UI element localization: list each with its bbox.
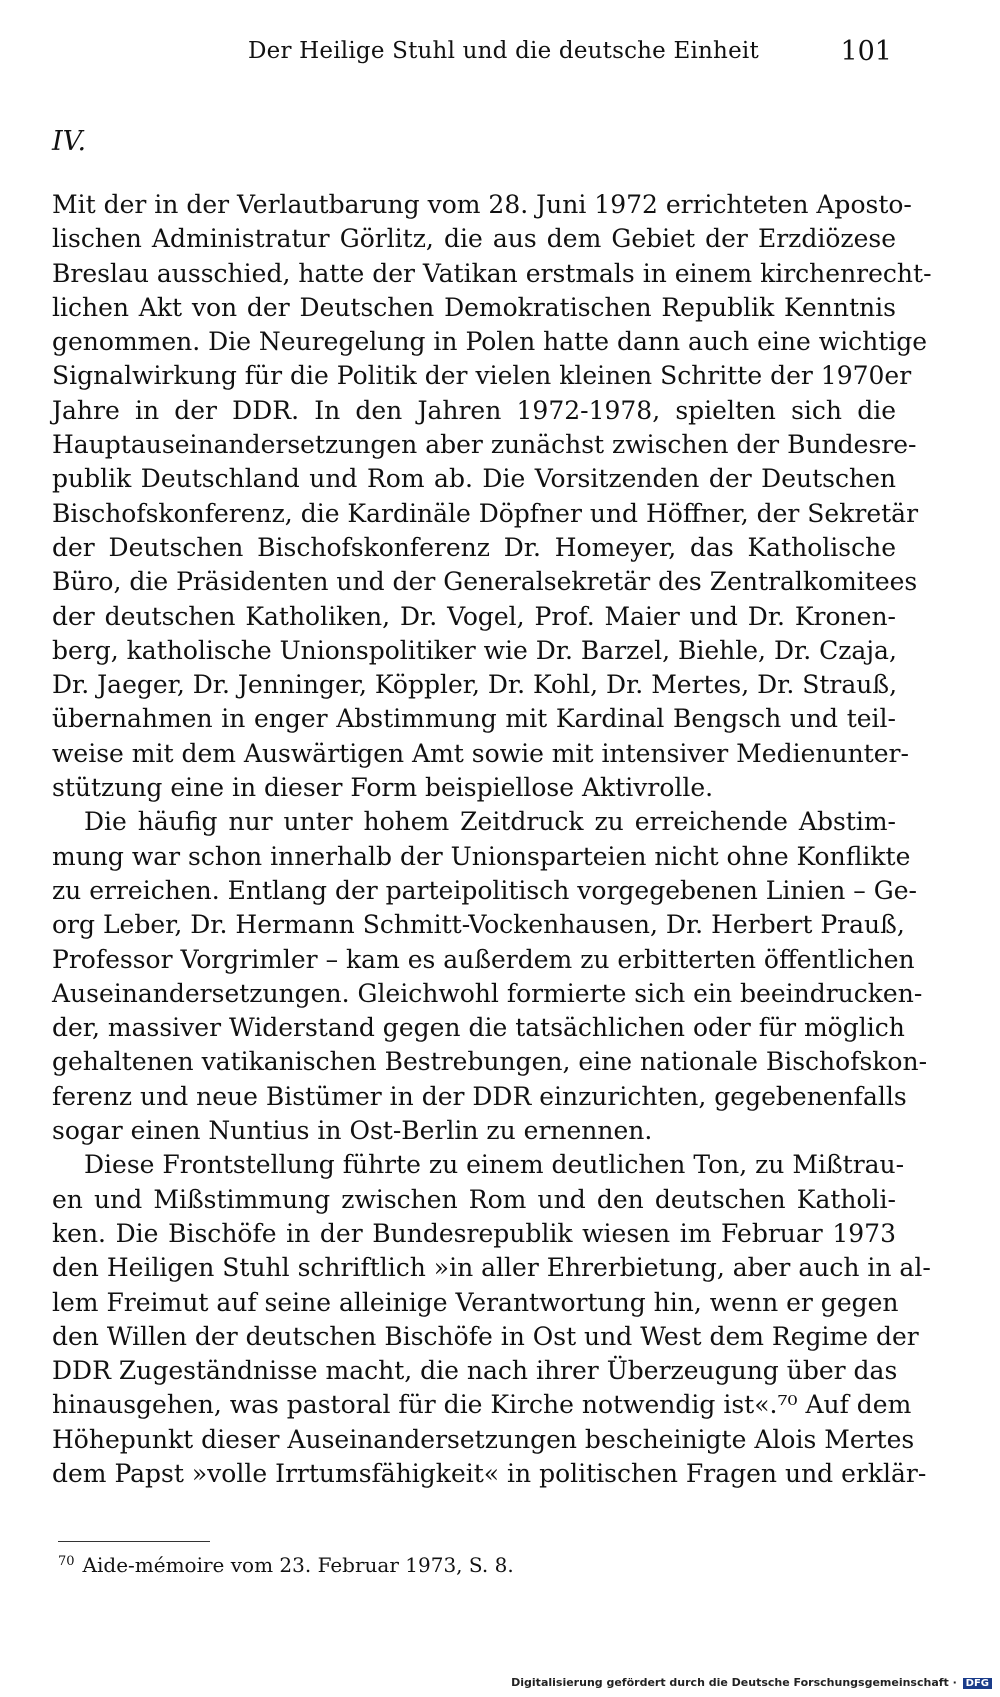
body-line: Mit der in der Verlautbarung vom 28. Juni 1972 errichteten Aposto- xyxy=(52,190,912,219)
body-line: lem Freimut auf seine alleinige Verantwortung hin, wenn er gegen xyxy=(52,1287,899,1317)
body-line: den Willen der deutschen Bischöfe in Ost und West dem Regime der xyxy=(52,1321,919,1351)
body-line: Höhepunkt dieser Auseinandersetzungen bescheinigte Alois Mertes xyxy=(52,1424,915,1454)
footnote-divider xyxy=(58,1541,210,1542)
body-line: weise mit dem Auswärtigen Amt sowie mit intensiver Medienunter- xyxy=(52,738,909,768)
body-line: ferenz und neue Bistümer in der DDR einzurichten, gegebenenfalls xyxy=(52,1081,907,1111)
body-line: genommen. Die Neuregelung in Polen hatte dann auch eine wichtige xyxy=(52,327,928,357)
body-line: Professor Vorgrimler – kam es außerdem zu erbitterten öffentlichen xyxy=(52,944,915,974)
digitization-credit xyxy=(511,1676,992,1689)
body-line: Jahre in der DDR. In den Jahren 1972-1978, spielten sich die xyxy=(52,395,896,425)
body-line: zu erreichen. Entlang der parteipolitisch vorgegebenen Linien – Ge- xyxy=(52,875,917,905)
body-line: übernahmen in enger Abstimmung mit Kardinal Bengsch und teil- xyxy=(52,704,896,734)
body-line: der, massiver Widerstand gegen die tatsächlichen oder für möglich xyxy=(52,1013,905,1043)
body-line: Signalwirkung für die Politik der vielen kleinen Schritte der 1970er xyxy=(52,361,912,391)
body-line: publik Deutschland und Rom ab. Die Vorsitzenden der Deutschen xyxy=(52,464,896,494)
body-line: lischen Administratur Görlitz, die aus dem Gebiet der Erzdiözese xyxy=(52,224,896,254)
body-line: Büro, die Präsidenten und der Generalsekretär des Zentralkomitees xyxy=(52,567,918,597)
body-line: den Heiligen Stuhl schriftlich »in aller Ehrerbietung, aber auch in al- xyxy=(52,1253,931,1283)
body-line: der Deutschen Bischofskonferenz Dr. Homeyer, das Katholische xyxy=(52,532,896,562)
body-line: Auseinandersetzungen. Gleichwohl formierte sich ein beeindrucken- xyxy=(52,978,923,1008)
body-line: Diese Frontstellung führte zu einem deutlichen Ton, zu Mißtrau- xyxy=(84,1150,905,1180)
body-line: Dr. Jaeger, Dr. Jenninger, Köppler, Dr. Kohl, Dr. Mertes, Dr. Strauß, xyxy=(52,670,898,700)
running-title: Der Heilige Stuhl und die deutsche Einheit xyxy=(248,38,759,64)
running-head xyxy=(58,38,898,72)
body-line: org Leber, Dr. Hermann Schmitt-Vockenhausen, Dr. Herbert Prauß, xyxy=(52,910,905,940)
footnote-text: Aide-mémoire vom 23. Februar 1973, S. 8. xyxy=(82,1553,514,1577)
body-line: Bischofskonferenz, die Kardinäle Döpfner und Höffner, der Sekretär xyxy=(52,498,919,528)
body-line: der deutschen Katholiken, Dr. Vogel, Prof. Maier und Dr. Kronen- xyxy=(52,601,896,631)
body-line: dem Papst »volle Irrtumsfähigkeit« in politischen Fragen und erklär- xyxy=(52,1458,927,1488)
section-heading: IV. xyxy=(52,126,87,157)
body-line: lichen Akt von der Deutschen Demokratischen Republik Kenntnis xyxy=(52,292,896,322)
body-line: ken. Die Bischöfe in der Bundesrepublik wiesen im Februar 1973 xyxy=(52,1218,896,1248)
body-line: en und Mißstimmung zwischen Rom und den deutschen Katholi- xyxy=(52,1184,896,1214)
page-number: 101 xyxy=(840,36,892,67)
body-line: Breslau ausschied, hatte der Vatikan erstmals in einem kirchenrecht- xyxy=(52,258,932,288)
body-text xyxy=(52,188,932,1491)
footnote xyxy=(58,1553,514,1577)
body-line: sogar einen Nuntius in Ost-Berlin zu ernennen. xyxy=(52,1116,653,1146)
body-line: gehaltenen vatikanischen Bestrebungen, eine nationale Bischofskon- xyxy=(52,1047,928,1077)
body-line: stützung eine in dieser Form beispiellose Aktivrolle. xyxy=(52,773,714,803)
body-line: Die häufig nur unter hohem Zeitdruck zu erreichende Abstim- xyxy=(84,807,896,837)
body-line: DDR Zugeständnisse macht, die nach ihrer Überzeugung über das xyxy=(52,1356,898,1386)
dfg-logo: DFG xyxy=(963,1678,992,1689)
body-line: hinausgehen, was pastoral für die Kirche notwendig ist«.⁷⁰ Auf dem xyxy=(52,1390,912,1420)
body-line: Hauptauseinandersetzungen aber zunächst zwischen der Bundesre- xyxy=(52,430,917,460)
footnote-number: 70 xyxy=(58,1554,75,1569)
body-line: mung war schon innerhalb der Unionsparteien nicht ohne Konflikte xyxy=(52,841,911,871)
credit-text: Digitalisierung gefördert durch die Deutsche Forschungsgemeinschaft · xyxy=(511,1676,957,1689)
body-line: berg, katholische Unionspolitiker wie Dr. Barzel, Biehle, Dr. Czaja, xyxy=(52,635,897,665)
